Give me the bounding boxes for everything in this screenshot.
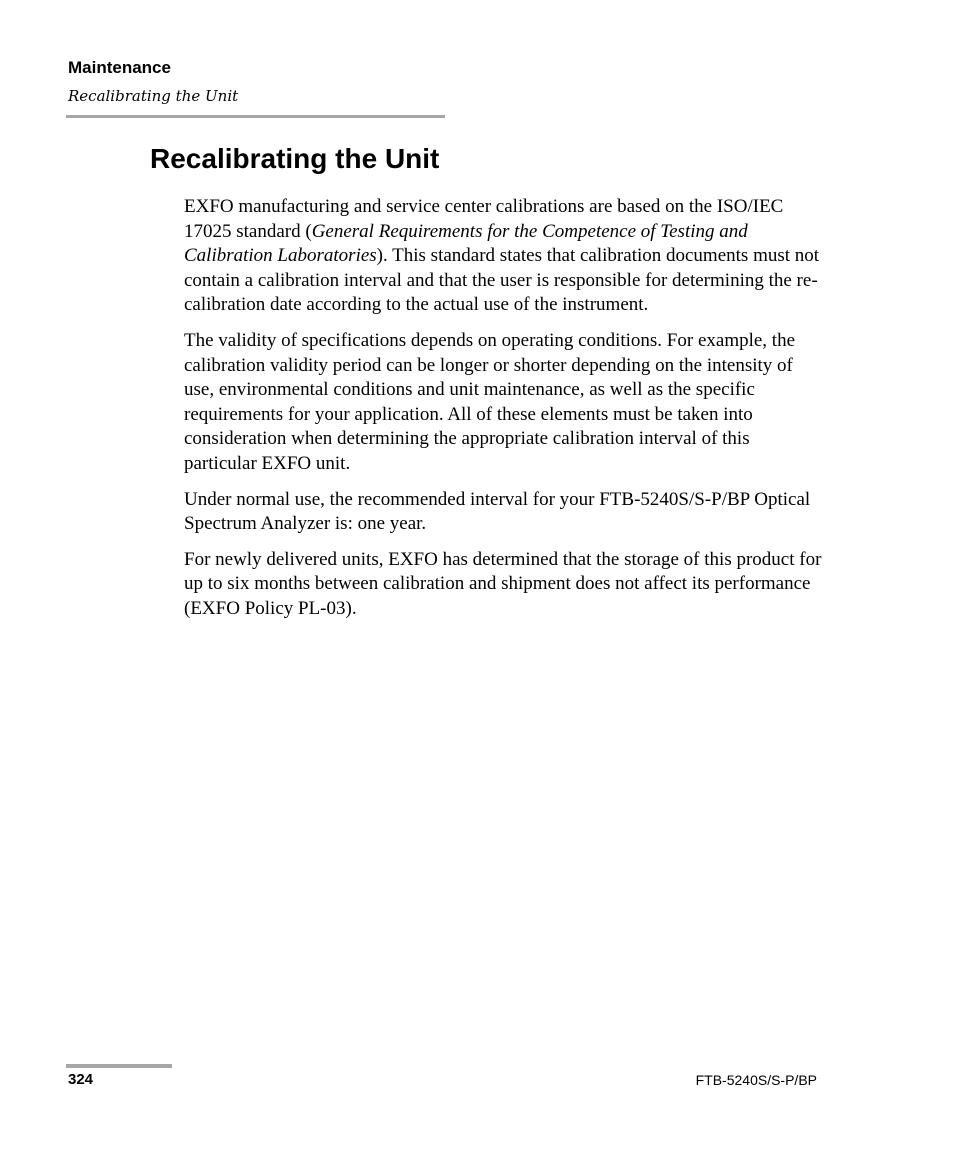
footer-model-name: FTB-5240S/S-P/BP <box>695 1072 817 1088</box>
paragraph-storage: For newly delivered units, EXFO has determined that the storage of this product for up to six months between calibration and shipment does not affect its performance (EXFO Policy PL-03). <box>184 548 822 619</box>
page-title: Recalibrating the Unit <box>150 143 440 174</box>
paragraph-standard-rest: ). This standard states that calibration documents must not contain a calibration interval and that the user is responsible for determining the re-calibration date according to the actual use of the instrument. <box>184 245 820 316</box>
header-subsection-title: Recalibrating the Unit <box>68 87 239 105</box>
page-number: 324 <box>68 1071 94 1088</box>
paragraph-interval: Under normal use, the recommended interval for your FTB-5240S/S-P/BP Optical Spectrum Analyzer is: one year. <box>184 488 811 535</box>
footer-divider <box>66 1064 172 1068</box>
paragraph-standard <box>184 195 824 318</box>
header-divider <box>66 115 445 118</box>
standard-title: General Requirements for the Competence of Testing and Calibration Laboratories <box>184 220 748 267</box>
body-text <box>184 195 824 633</box>
paragraph-validity: The validity of specifications depends on operating conditions. For example, the calibration validity period can be longer or shorter depending on the intensity of use, environmental conditions and unit maintenance, as well as the specific requirements for your application. All of these elements must be taken into consideration when determining the appropriate calibration interval of this particular EXFO unit. <box>184 329 796 474</box>
header-section-title: Maintenance <box>68 58 171 77</box>
paragraph-standard-intro: EXFO manufacturing and service center calibrations are based on the ISO/IEC 17025 standard ( <box>184 196 784 242</box>
